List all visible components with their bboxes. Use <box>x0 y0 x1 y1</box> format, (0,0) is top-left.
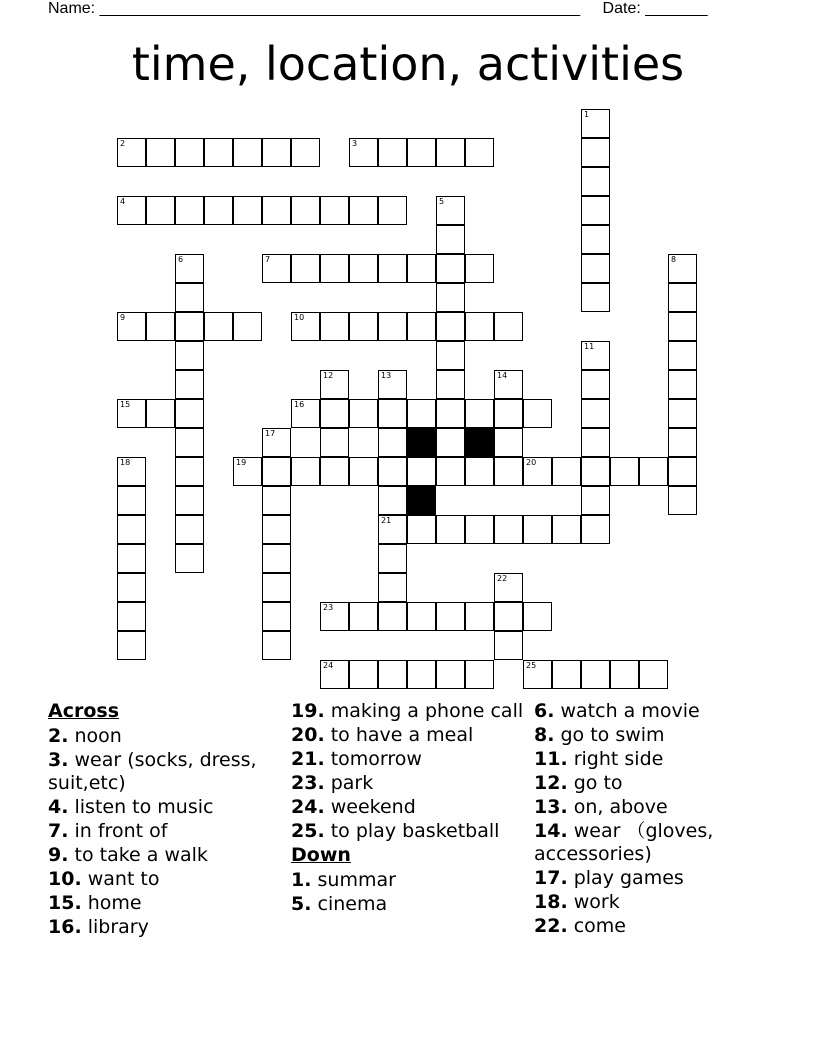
grid-cell[interactable] <box>291 196 320 225</box>
clue-number: 24 <box>323 661 334 670</box>
clue-across-19: 19. making a phone call <box>291 700 524 722</box>
clue-number: 14 <box>497 371 508 380</box>
grid-cell[interactable] <box>262 457 291 486</box>
grid-cell[interactable] <box>407 312 436 341</box>
grid-cell[interactable] <box>349 138 378 167</box>
grid-cell[interactable] <box>349 660 378 689</box>
grid-cell[interactable] <box>494 370 523 399</box>
grid-cell[interactable] <box>320 254 349 283</box>
grid-cell[interactable] <box>262 196 291 225</box>
grid-cell[interactable] <box>291 138 320 167</box>
clue-down-18: 18. work <box>534 891 620 913</box>
grid-cell[interactable] <box>494 312 523 341</box>
grid-cell[interactable] <box>668 370 697 399</box>
grid-cell[interactable] <box>204 312 233 341</box>
grid-cell[interactable] <box>262 573 291 602</box>
grid-cell[interactable] <box>494 573 523 602</box>
clue-across-9: 9. to take a walk <box>48 844 208 866</box>
grid-cell[interactable] <box>465 254 494 283</box>
grid-cell[interactable] <box>581 457 610 486</box>
grid-cell[interactable] <box>175 370 204 399</box>
grid-cell[interactable] <box>494 457 523 486</box>
grid-cell[interactable] <box>581 486 610 515</box>
grid-cell[interactable] <box>349 602 378 631</box>
grid-cell[interactable] <box>552 457 581 486</box>
name-label: Name: ______________________________________________________ <box>48 0 581 17</box>
grid-cell[interactable] <box>378 515 407 544</box>
across-heading: Across <box>48 700 120 722</box>
clue-down-1: 1. summar <box>291 869 396 891</box>
grid-cell[interactable] <box>436 138 465 167</box>
clue-across-25: 25. to play basketball <box>291 820 500 842</box>
grid-cell[interactable] <box>494 602 523 631</box>
clue-number: 3 <box>352 139 358 148</box>
grid-cell[interactable] <box>117 602 146 631</box>
grid-cell[interactable] <box>407 660 436 689</box>
grid-cell[interactable] <box>175 138 204 167</box>
grid-cell[interactable] <box>581 399 610 428</box>
clue-across-16: 16. library <box>48 916 149 938</box>
grid-cell[interactable] <box>668 283 697 312</box>
clue-down-14: 14. wear （gloves, accessories) <box>534 820 714 865</box>
grid-cell[interactable] <box>436 660 465 689</box>
grid-cell[interactable] <box>581 196 610 225</box>
clue-number: 17 <box>265 429 276 438</box>
clue-down-22: 22. come <box>534 915 626 937</box>
grid-cell[interactable] <box>320 602 349 631</box>
grid-cell[interactable] <box>175 196 204 225</box>
grid-cell[interactable] <box>523 660 552 689</box>
grid-cell[interactable] <box>581 283 610 312</box>
grid-cell[interactable] <box>175 428 204 457</box>
clue-across-3: 3. wear (socks, dress, suit,etc) <box>48 749 257 794</box>
grid-cell[interactable] <box>175 312 204 341</box>
grid-cell[interactable] <box>349 399 378 428</box>
grid-cell[interactable] <box>436 602 465 631</box>
grid-cell[interactable] <box>465 399 494 428</box>
grid-cell[interactable] <box>233 457 262 486</box>
grid-cell[interactable] <box>436 457 465 486</box>
grid-cell[interactable] <box>668 457 697 486</box>
clue-number: 8 <box>671 255 677 264</box>
clue-across-7: 7. in front of <box>48 820 168 842</box>
grid-cell[interactable] <box>378 544 407 573</box>
clues-column-2 <box>291 700 527 917</box>
grid-cell[interactable] <box>262 631 291 660</box>
grid-cell[interactable] <box>262 254 291 283</box>
grid-cell[interactable] <box>175 544 204 573</box>
grid-cell[interactable] <box>117 399 146 428</box>
clue-number: 23 <box>323 603 334 612</box>
clue-down-5: 5. cinema <box>291 893 388 915</box>
grid-cell[interactable] <box>204 138 233 167</box>
grid-cell[interactable] <box>117 457 146 486</box>
grid-cell[interactable] <box>668 312 697 341</box>
grid-cell[interactable] <box>581 515 610 544</box>
date-label: Date: _______ <box>602 0 708 17</box>
grid-cell[interactable] <box>291 254 320 283</box>
grid-cell[interactable] <box>436 225 465 254</box>
clue-down-8: 8. go to swim <box>534 724 665 746</box>
clues-column-1 <box>48 700 278 940</box>
grid-cell[interactable] <box>146 312 175 341</box>
clue-across-2: 2. noon <box>48 725 122 747</box>
grid-cell[interactable] <box>668 399 697 428</box>
grid-cell[interactable] <box>581 428 610 457</box>
clue-number: 10 <box>294 313 305 322</box>
clue-down-13: 13. on, above <box>534 796 668 818</box>
grid-cell[interactable] <box>436 428 465 457</box>
grid-cell[interactable] <box>320 399 349 428</box>
page-title: time, location, activities <box>131 37 685 91</box>
grid-cell[interactable] <box>494 515 523 544</box>
clue-number: 15 <box>120 400 131 409</box>
grid-cell[interactable] <box>378 196 407 225</box>
grid-cell[interactable] <box>378 486 407 515</box>
grid-cell[interactable] <box>610 457 639 486</box>
grid-cell[interactable] <box>146 138 175 167</box>
grid-cell[interactable] <box>291 312 320 341</box>
grid-cell[interactable] <box>407 457 436 486</box>
grid-cell[interactable] <box>378 370 407 399</box>
clue-number: 12 <box>323 371 334 380</box>
grid-cell[interactable] <box>465 602 494 631</box>
clue-number: 16 <box>294 400 305 409</box>
grid-cell[interactable] <box>378 312 407 341</box>
grid-cell[interactable] <box>204 196 233 225</box>
grid-cell[interactable] <box>291 399 320 428</box>
grid-cell[interactable] <box>639 660 668 689</box>
grid-cell[interactable] <box>407 399 436 428</box>
grid-cell[interactable] <box>610 660 639 689</box>
grid-cell[interactable] <box>262 138 291 167</box>
grid-cell[interactable] <box>175 486 204 515</box>
clue-number: 2 <box>120 139 126 148</box>
grid-cell[interactable] <box>436 312 465 341</box>
clue-number: 21 <box>381 516 392 525</box>
grid-cell[interactable] <box>233 138 262 167</box>
grid-cell[interactable] <box>668 341 697 370</box>
grid-cell[interactable] <box>407 515 436 544</box>
grid-cell[interactable] <box>233 196 262 225</box>
grid-cell[interactable] <box>668 428 697 457</box>
grid-cell[interactable] <box>581 341 610 370</box>
grid-cell-black <box>407 486 436 515</box>
grid-cell[interactable] <box>639 457 668 486</box>
grid-cell[interactable] <box>523 515 552 544</box>
grid-cell[interactable] <box>117 515 146 544</box>
grid-cell[interactable] <box>262 544 291 573</box>
grid-cell[interactable] <box>146 399 175 428</box>
clue-number: 9 <box>120 313 126 322</box>
grid-cell[interactable] <box>349 312 378 341</box>
clue-number: 18 <box>120 458 131 467</box>
grid-cell[interactable] <box>436 515 465 544</box>
grid-cell[interactable] <box>494 428 523 457</box>
clue-down-17: 17. play games <box>534 867 684 889</box>
grid-cell[interactable] <box>349 457 378 486</box>
grid-cell[interactable] <box>320 660 349 689</box>
grid-cell[interactable] <box>378 428 407 457</box>
grid-cell[interactable] <box>465 457 494 486</box>
grid-cell[interactable] <box>407 254 436 283</box>
grid-cell[interactable] <box>436 254 465 283</box>
grid-cell[interactable] <box>407 602 436 631</box>
grid-cell[interactable] <box>262 428 291 457</box>
grid-cell[interactable] <box>581 254 610 283</box>
clue-across-15: 15. home <box>48 892 142 914</box>
clue-number: 7 <box>265 255 271 264</box>
grid-cell[interactable] <box>117 573 146 602</box>
grid-cell[interactable] <box>581 370 610 399</box>
grid-cell[interactable] <box>581 167 610 196</box>
grid-cell[interactable] <box>117 312 146 341</box>
clue-across-4: 4. listen to music <box>48 796 214 818</box>
grid-cell[interactable] <box>581 109 610 138</box>
clue-across-21: 21. tomorrow <box>291 748 422 770</box>
grid-cell[interactable] <box>378 254 407 283</box>
clue-number: 13 <box>381 371 392 380</box>
grid-cell[interactable] <box>523 399 552 428</box>
grid-cell[interactable] <box>552 660 581 689</box>
grid-cell[interactable] <box>175 515 204 544</box>
grid-cell[interactable] <box>175 283 204 312</box>
grid-cell[interactable] <box>262 486 291 515</box>
grid-cell[interactable] <box>581 660 610 689</box>
grid-cell[interactable] <box>320 312 349 341</box>
grid-cell[interactable] <box>436 196 465 225</box>
clue-number: 1 <box>584 110 590 119</box>
grid-cell[interactable] <box>320 428 349 457</box>
grid-cell[interactable] <box>436 399 465 428</box>
down-heading: Down <box>291 844 351 866</box>
grid-cell[interactable] <box>407 138 436 167</box>
grid-cell[interactable] <box>436 370 465 399</box>
clue-number: 11 <box>584 342 595 351</box>
grid-cell[interactable] <box>378 399 407 428</box>
clue-number: 5 <box>439 197 445 206</box>
grid-cell[interactable] <box>581 225 610 254</box>
grid-cell[interactable] <box>436 283 465 312</box>
grid-cell[interactable] <box>175 457 204 486</box>
grid-cell[interactable] <box>523 602 552 631</box>
grid-cell[interactable] <box>175 399 204 428</box>
grid-cell[interactable] <box>668 486 697 515</box>
clue-across-24: 24. weekend <box>291 796 416 818</box>
grid-cell[interactable] <box>117 486 146 515</box>
grid-cell[interactable] <box>146 196 175 225</box>
grid-cell[interactable] <box>291 457 320 486</box>
grid-cell[interactable] <box>436 341 465 370</box>
grid-cell[interactable] <box>117 138 146 167</box>
clue-across-10: 10. want to <box>48 868 160 890</box>
grid-cell[interactable] <box>320 370 349 399</box>
clue-across-23: 23. park <box>291 772 374 794</box>
grid-cell[interactable] <box>320 196 349 225</box>
grid-cell[interactable] <box>465 515 494 544</box>
grid-cell[interactable] <box>349 196 378 225</box>
grid-cell[interactable] <box>378 138 407 167</box>
clue-down-6: 6. watch a movie <box>534 700 700 722</box>
grid-cell[interactable] <box>378 660 407 689</box>
clues-column-3 <box>534 700 774 939</box>
grid-cell[interactable] <box>465 660 494 689</box>
grid-cell-black <box>465 428 494 457</box>
grid-cell[interactable] <box>349 254 378 283</box>
grid-cell[interactable] <box>117 544 146 573</box>
grid-cell[interactable] <box>262 515 291 544</box>
grid-cell[interactable] <box>465 312 494 341</box>
grid-cell[interactable] <box>320 457 349 486</box>
grid-cell[interactable] <box>465 138 494 167</box>
grid-cell[interactable] <box>523 457 552 486</box>
grid-cell[interactable] <box>175 254 204 283</box>
clue-number: 25 <box>526 661 537 670</box>
grid-cell[interactable] <box>494 631 523 660</box>
clue-number: 19 <box>236 458 247 467</box>
clue-number: 6 <box>178 255 184 264</box>
grid-cell[interactable] <box>233 312 262 341</box>
clue-number: 20 <box>526 458 537 467</box>
grid-cell[interactable] <box>552 515 581 544</box>
grid-cell[interactable] <box>175 341 204 370</box>
grid-cell[interactable] <box>668 254 697 283</box>
grid-cell[interactable] <box>378 573 407 602</box>
grid-cell-black <box>407 428 436 457</box>
grid-cell[interactable] <box>581 138 610 167</box>
clue-across-20: 20. to have a meal <box>291 724 474 746</box>
grid-cell[interactable] <box>494 399 523 428</box>
clue-number: 22 <box>497 574 508 583</box>
grid-cell[interactable] <box>117 196 146 225</box>
grid-cell[interactable] <box>262 602 291 631</box>
clue-down-12: 12. go to <box>534 772 623 794</box>
grid-cell[interactable] <box>378 602 407 631</box>
grid-cell[interactable] <box>117 631 146 660</box>
clue-number: 4 <box>120 197 126 206</box>
grid-cell[interactable] <box>378 457 407 486</box>
clue-down-11: 11. right side <box>534 748 664 770</box>
